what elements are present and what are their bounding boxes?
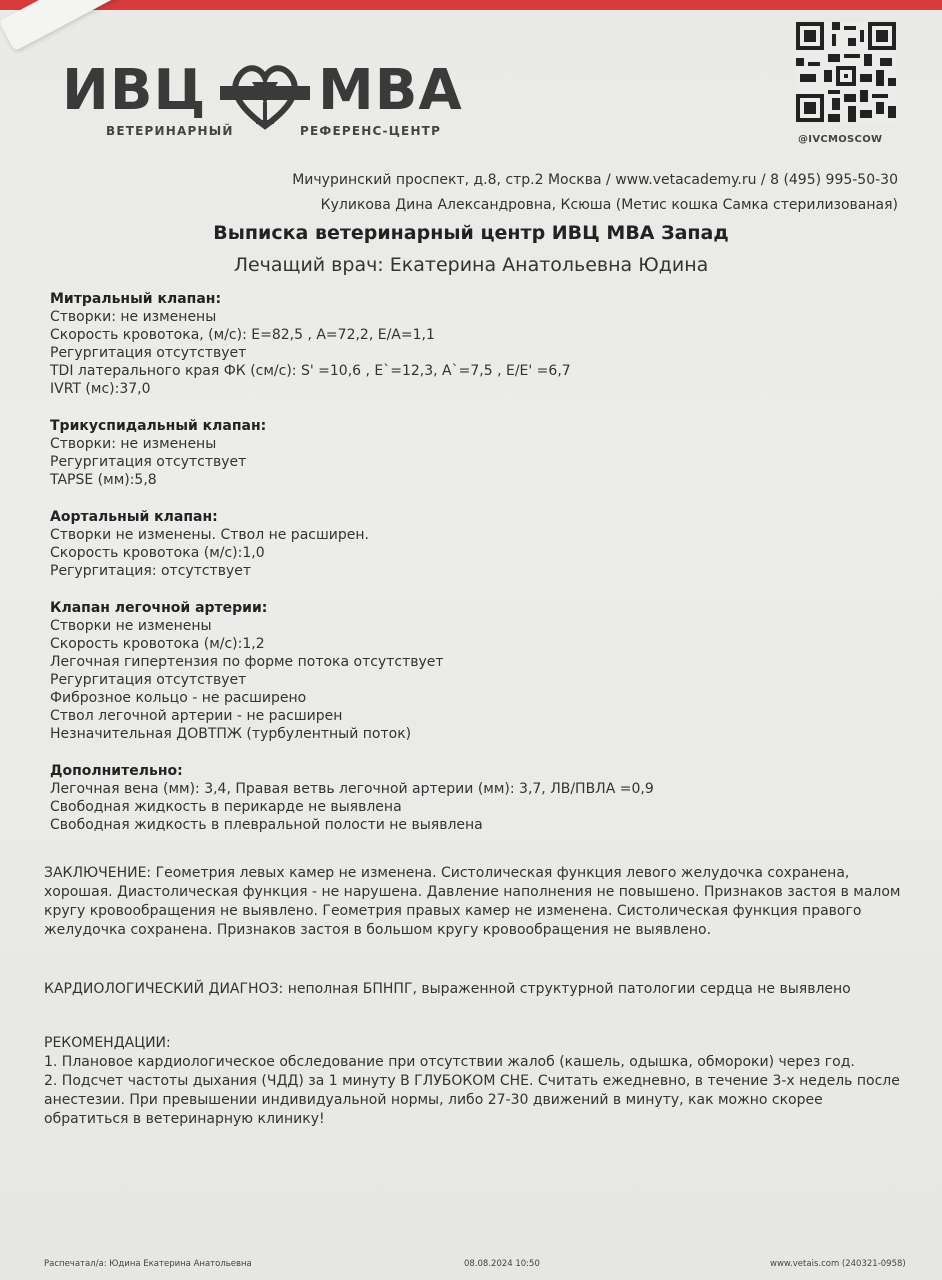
recommendation-item: 1. Плановое кардиологическое обследование при отсутствии жалоб (кашель, одышка, обмороки) через год. [44,1054,855,1070]
finding-line: Свободная жидкость в перикарде не выявлена [50,799,402,815]
logo-text-left: ИВЦ [62,58,207,123]
finding-line: Створки: не изменены [50,436,217,452]
footer-source: www.vetais.com (240321-0958) [770,1259,906,1269]
patient-info: Куликова Дина Александровна, Ксюша (Метис кошка Самка стерилизованая) [320,197,898,213]
recommendations [44,1034,910,1129]
document-title: Выписка ветеринарный центр ИВЦ МВА Запад [213,222,729,244]
recommendations-title: РЕКОМЕНДАЦИИ: [44,1035,171,1051]
finding-line: Регургитация отсутствует [50,345,247,361]
section-mitral-valve [50,290,910,398]
section-pulmonary-valve [50,599,910,743]
finding-line: Скорость кровотока (м/с):1,2 [50,636,265,652]
finding-line: Ствол легочной артерии - не расширен [50,708,343,724]
pen-barrel [0,0,147,51]
finding-line: Регургитация отсутствует [50,672,247,688]
recommendation-item: 2. Подсчет частоты дыхания (ЧДД) за 1 минуту В ГЛУБОКОМ СНЕ. Считать ежедневно, в течение 3-х недель после анестезии. При превышении индивидуальной нормы, либо 27-30 движений в минуту, как можно скорее обратиться в ветеринарную клинику! [44,1073,900,1127]
qr-code-icon [796,22,896,122]
logo-subtitle-right: РЕФЕРЕНС-ЦЕНТР [300,124,442,138]
section-tricuspid-valve [50,417,910,489]
logo-text-right: МВА [318,58,463,123]
section-title: Митральный клапан: [50,291,222,307]
logo-subtitle-left: ВЕТЕРИНАРНЫЙ [106,124,234,138]
finding-line: Легочная гипертензия по форме потока отсутствует [50,654,444,670]
finding-line: Регургитация: отсутствует [50,563,252,579]
finding-line: Регургитация отсутствует [50,454,247,470]
diagnosis-text: КАРДИОЛОГИЧЕСКИЙ ДИАГНОЗ: неполная БПНПГ, выраженной структурной патологии сердца не выявлено [44,981,851,997]
section-aortic-valve [50,508,910,580]
finding-line: Створки: не изменены [50,309,217,325]
finding-line: TAPSE (мм):5,8 [50,472,157,488]
print-datetime: 08.08.2024 10:50 [464,1259,540,1269]
section-title: Аортальный клапан: [50,509,218,525]
finding-line: IVRT (мс):37,0 [50,381,151,397]
finding-line: Свободная жидкость в плевральной полости не выявлена [50,817,483,833]
section-additional [50,762,910,834]
attending-doctor: Лечащий врач: Екатерина Анатольевна Юдина [233,254,709,276]
section-title: Клапан легочной артерии: [50,600,268,616]
finding-line: Незначительная ДОВТПЖ (турбулентный поток) [50,726,412,742]
finding-line: Створки не изменены. Ствол не расширен. [50,527,369,543]
findings [50,290,910,853]
section-title: Трикуспидальный клапан: [50,418,267,434]
finding-line: Фиброзное кольцо - не расширено [50,690,307,706]
section-title: Дополнительно: [50,763,183,779]
social-handle: @IVCMOSCOW [798,134,883,145]
clinic-logo [62,52,482,142]
printed-by: Распечатал/а: Юдина Екатерина Анатольевна [44,1259,252,1269]
finding-line: Створки не изменены [50,618,212,634]
finding-line: Легочная вена (мм): 3,4, Правая ветвь легочной артерии (мм): 3,7, ЛВ/ПВЛА =0,9 [50,781,654,797]
conclusion-text: ЗАКЛЮЧЕНИЕ: Геометрия левых камер не изменена. Систолическая функция левого желудочка сохранена, хорошая. Диастолическая функция - не нарушена. Давление наполнения не повышено. Признаков застоя в малом кругу кровообращения не выявлено. Геометрия правых камер не изменена. Систолическая функция правого желудочка сохранена. Признаков застоя в большом кругу кровообращения не выявлено. [44,865,901,938]
finding-line: Скорость кровотока, (м/с): E=82,5 , A=72,2, E/A=1,1 [50,327,435,343]
finding-line: TDI латерального края ФК (см/с): S' =10,6 , E`=12,3, A`=7,5 , E/E' =6,7 [50,363,571,379]
clinic-address: Мичуринский проспект, д.8, стр.2 Москва / www.vetacademy.ru / 8 (495) 995-50-30 [292,172,898,188]
finding-line: Скорость кровотока (м/с):1,0 [50,545,265,561]
